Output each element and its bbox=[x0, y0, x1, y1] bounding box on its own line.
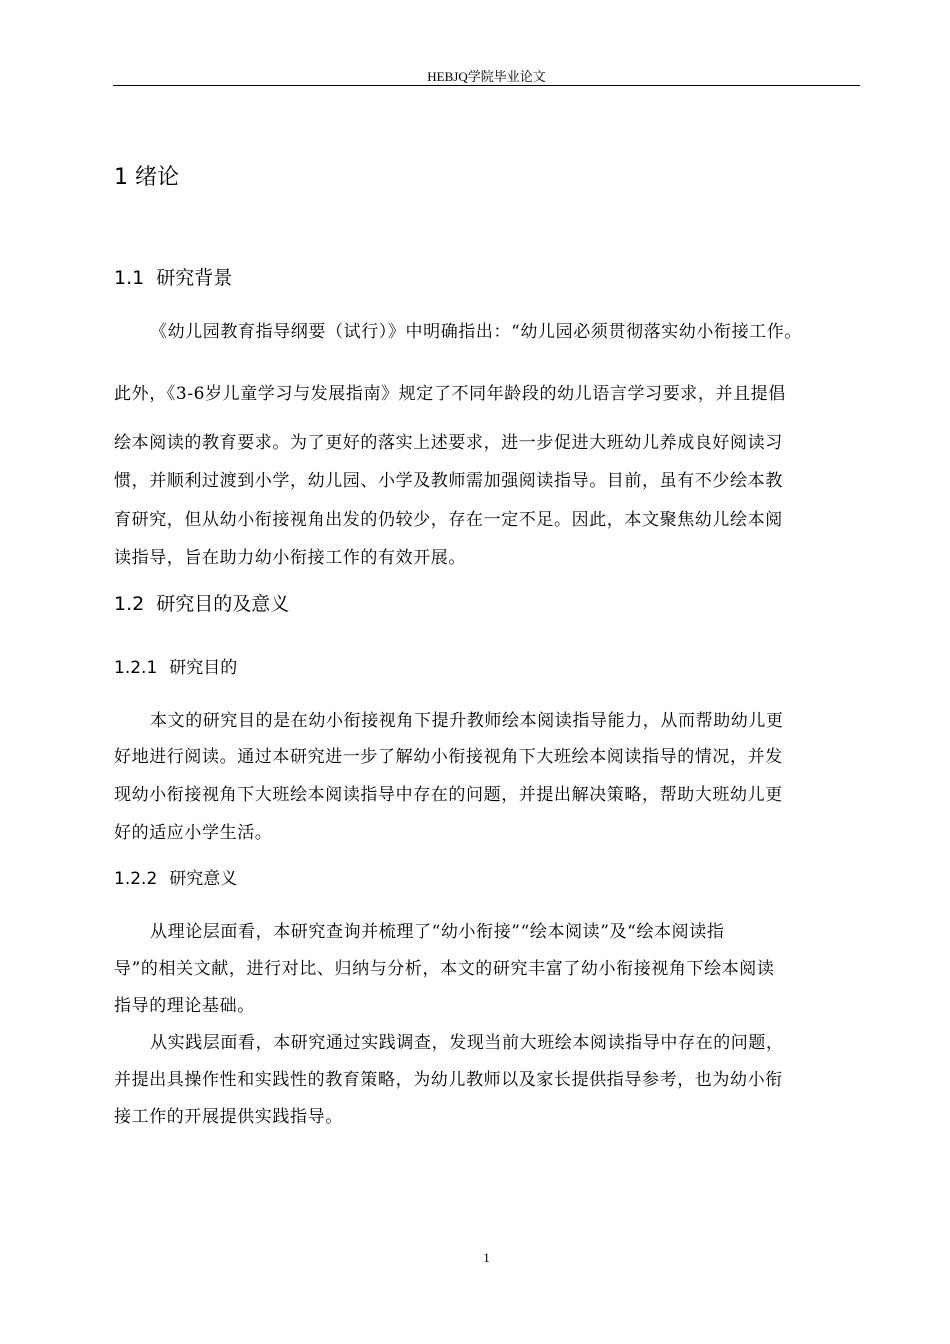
paragraph-line: 育研究，但从幼小衔接视角出发的仍较少，存在一定不足。因此，本文聚焦幼儿绘本阅 bbox=[114, 510, 783, 530]
paragraph-line: 接工作的开展提供实践指导。 bbox=[114, 1107, 343, 1127]
paragraph-line: 好的适应小学生活。 bbox=[114, 823, 273, 843]
paragraph-line: 此外，《3-6岁儿童学习与发展指南》规定了不同年龄段的幼儿语言学习要求，并且提倡 bbox=[114, 384, 786, 404]
section-heading-1-1 bbox=[114, 263, 232, 290]
paragraph-line: 从理论层面看，本研究查询并梳理了“幼小衔接”“绘本阅读”及“绘本阅读指 bbox=[150, 922, 725, 942]
section-number: 1.1 bbox=[114, 267, 145, 289]
section-heading-1-2-2 bbox=[114, 864, 237, 889]
paragraph-line: 现幼小衔接视角下大班绘本阅读指导中存在的问题，并提出解决策略，帮助大班幼儿更 bbox=[114, 785, 783, 805]
paragraph-line: 从实践层面看，本研究通过实践调查，发现当前大班绘本阅读指导中存在的问题， bbox=[150, 1033, 784, 1053]
section-number: 1.2.1 bbox=[114, 658, 158, 678]
page-header-title: HEBJQ学院毕业论文 bbox=[427, 69, 546, 84]
section-number: 1.2 bbox=[114, 593, 145, 615]
page-number: 1 bbox=[483, 1250, 490, 1265]
section-title: 研究目的及意义 bbox=[156, 593, 290, 615]
paragraph-line: 并提出具操作性和实践性的教育策略，为幼儿教师以及家长提供指导参考，也为幼小衔 bbox=[114, 1070, 783, 1090]
section-title: 研究意义 bbox=[169, 869, 238, 889]
paragraph-line: 导”的相关文献，进行对比、归纳与分析，本文的研究丰富了幼小衔接视角下绘本阅读 bbox=[114, 959, 775, 979]
section-heading-1-2 bbox=[114, 589, 289, 616]
chapter-title: 1 绪论 bbox=[114, 165, 179, 190]
section-title: 研究目的 bbox=[169, 658, 238, 678]
header-divider bbox=[113, 85, 860, 86]
paragraph-line: 好地进行阅读。通过本研究进一步了解幼小衔接视角下大班绘本阅读指导的情况，并发 bbox=[114, 747, 783, 767]
section-heading-1-2-1 bbox=[114, 653, 237, 678]
paragraph-line: 本文的研究目的是在幼小衔接视角下提升教师绘本阅读指导能力，从而帮助幼儿更 bbox=[150, 711, 784, 731]
section-number: 1.2.2 bbox=[114, 869, 158, 889]
paragraph-line: 绘本阅读的教育要求。为了更好的落实上述要求，进一步促进大班幼儿养成良好阅读习 bbox=[114, 433, 783, 453]
paragraph-line: 指导的理论基础。 bbox=[114, 996, 255, 1016]
paragraph-line: 惯，并顺利过渡到小学，幼儿园、小学及教师需加强阅读指导。目前，虽有不少绘本教 bbox=[114, 471, 783, 491]
section-title: 研究背景 bbox=[156, 267, 233, 289]
paragraph-line: 读指导，旨在助力幼小衔接工作的有效开展。 bbox=[114, 548, 466, 568]
paragraph-line: 《幼儿园教育指导纲要（试行）》中明确指出：“幼儿园必须贯彻落实幼小衔接工作。 bbox=[150, 322, 802, 342]
